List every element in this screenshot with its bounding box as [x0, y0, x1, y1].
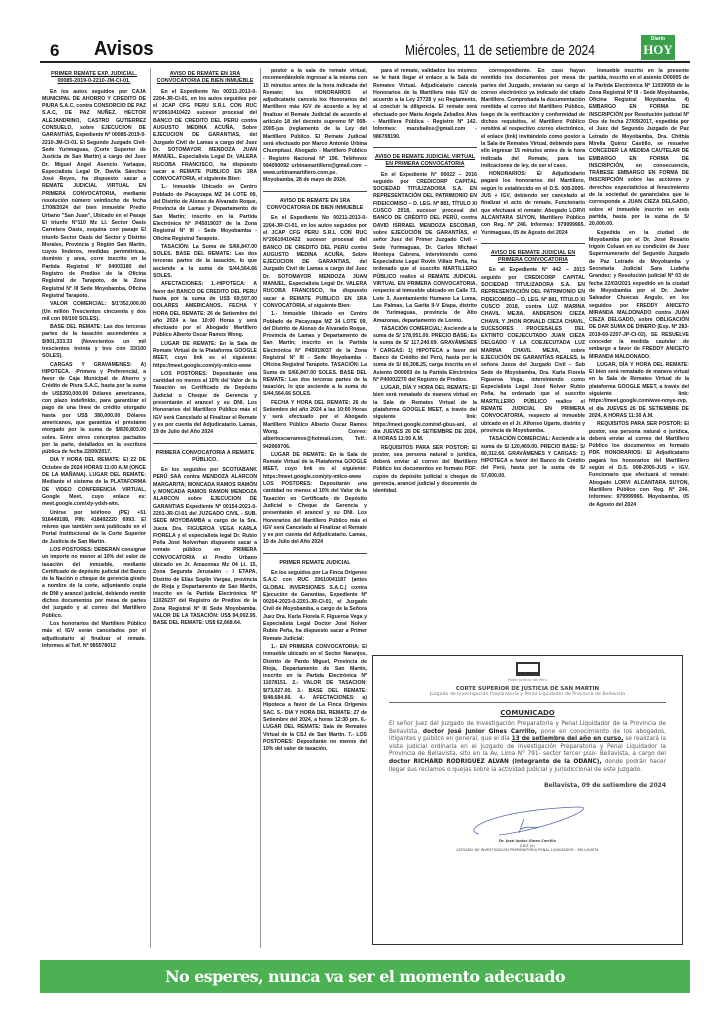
notice-paragraph: 1.- EN PRIMERA CONVOCATORIA: El inmueble ubicado en el Sector Naranjos, Distrito de Pardo Miguel, Provincia de Rioja, Departamento de San Martín, inscrito en la Partida Electrónica Nº 11078151. 2.- VALOR DE TASACION: $/73,027.00. 3.- BASE DEL REMATE: $/48,684.66. 4.- AFECTACIONES: a) Hipoteca a favor de La Finca Orígenes SAC. 5.- DIA Y HORA DEL REMATE: 27 de Setiembre del 2024, a horas 12:30 pm. 6.- LUGAR DEL REMATE: Sala de Remates Virtual de la CSJ de San Martín. 7.- LOS POSTORES: Depositarán no menos del 10% del valor de tasación.: [263, 643, 367, 753]
signer: [389, 839, 666, 853]
notice-paragraph: Unirse por teléfono (PE) +51 916449188, PIN: 418492220 6993. El mismo que también será publicado en el Portal Institucional de la Corte Superior de Justicia de San Martín.: [42, 509, 146, 545]
notice-separator: [153, 443, 257, 444]
signer-role: JUEZ (e): [520, 843, 535, 848]
signer-name: Dr. José Junior Gines Carrillo: [498, 839, 556, 844]
signature-icon: [459, 799, 589, 839]
notice-body: [389, 721, 666, 774]
column-2: [153, 68, 257, 958]
judge-name: doctor José Junior Gines Carrillo,: [422, 728, 537, 735]
body-text: donde podrán hacer llegar sus reclamos o quejas sobre la actividad judicial y jurisdiccional de este Juzgado.: [389, 758, 666, 773]
notice-paragraph: En el Expediente No 00211-2013-0-2204-JR-CI-01, en los autos seguidos por el JCAP CFG PERU S.R.L CON RUC N°20610410422 sucesor procesal del BANCO DE CREDITO DEL PERU contra AUGUSTO MEDINA ACUÑA, Sobre EJECUCION DE GARANTIAS, del Juzgado Civil de Lamas a cargo del Juez Dr. SOTOMAYOR MENDOZA JUAN MANUEL, Especialista Legal Dr. VALERA RUCOBA FRANCISCO, ha dispuesto sacar a REMATE PUBLICO EN 1RA CONVOCATORIA, el siguiente Bien:: [153, 88, 257, 183]
notice-heading: AVISO DE REMATE EN 1RA CONVOCATORIA DE BIEN INMUEBLE: [156, 71, 254, 85]
notice-paragraph: LOS POSTORES: Depositarán una cantidad no menos al 10% del Valor de la Tasación en Certificado de Depósito Judicial o Cheque de Gerencia y presentarán el arancel y su DNI. Los Honorarios del Martillero Público más el IGV será Cancelado al Finalizar el Remate y es por cuenta del Adjudicatario. Lamas, 19 de Julio del Año 2024: [153, 370, 257, 436]
notice-paragraph: En el Expediente No 00211-2013-0-2204-JR-CI-01, en los autos seguidos por el JCAP CFG PERU S.R.L CON RUC N°20610410422 sucesor procesal del BANCO DE CREDITO DEL PERU contra AUGUSTO MEDINA ACUÑA, Sobre EJECUCION DE GARANTIAS, del Juzgado Civil de Lamas a cargo del Juez Dr. SOTOMAYOR MENDOZA JUAN MANUEL, Especialista Legal Dr. VALERA RUCOBA FRANCISCO, ha dispuesto sacar a REMATE PUBLICO EN 1RA CONVOCATORIA, el siguiente Bien:: [263, 215, 367, 309]
notice-paragraph: LUGAR DE REMATE: En la Sala de Remate Virtual de la Plataforma GOOGLE MEET, cuyo link es el siguiente: https://meet.google.com/yiy-mtico-www LOS POSTORES: Depositarán una cantidad no menos al 10% del Valor de la Tasación en Certificado de Depósito Judicial o Cheque de Gerencia y presentarán el arancel y su DNI. Los Honorarios del Martillero Público más el IGV será Cancelado al Finalizar el Remate y es por cuenta del Adjudicatario. Lamas, 19 de Julio del Año 2024: [263, 451, 367, 546]
signer-office: JUZGADO DE INVESTIGACIÓN PREPARATORIA PENAL LIQUIDADOR - BELLAVISTA: [456, 848, 599, 853]
divider: [389, 702, 666, 703]
notice-paragraph: TASACIÓN: La Suma de S/66,847.00 SOLES. BASE DEL REMATE: Las dos terceras partes de la tasación, lo que asciende a la suma de S/44,564.66 SOLES.: [153, 243, 257, 280]
page-number: 6: [50, 41, 60, 60]
notice-paragraph: postor a la sala de remate virtual, recomendándole ingresar a la misma con 15 minutos antes de la hora indicada del Remate; los HONORARIOS el adjudicatario cancela los Honorarios del Martillero más IGV de acuerdo a ley al finalizar el Remate Judicial de acuerdo al artículo 18 del decreto supremo Nº 008-2005-jus (reglamento de la Ley del Martillero Público. El Remate Judicial será efectuado por Marco Antonio Urbina Chumpitasi. Abogado - Martillero Público - Registro Nacional Nº 196. Teléfonos 994090092 urbinamartillero@gmail.com – www.urbinamartillero.com.pe. Moyobamba, 28 de mayo de 2024.: [263, 68, 367, 184]
notice-heading: AVISO DE REMATE JUDICIAL EN PRIMERA CONVOCATORIA: [490, 249, 576, 264]
notice-paragraph: BASE DEL REMATE: Las dos terceras partes de la tasación ascendentes a $/901,333.33 (Novecientos un mil trescientos treinta y tres con 33/100 SOLES).: [42, 324, 146, 360]
column-5: [481, 68, 585, 648]
judicial-seal-icon: [516, 662, 540, 676]
notice-separator: [373, 147, 477, 148]
slogan-banner: No esperes, nunca va ser el momento adecuado: [40, 960, 690, 993]
header-rule: [40, 61, 690, 63]
signature-block: [389, 799, 666, 859]
institution: Poder Judicial del Perú: [508, 678, 547, 682]
office-name: Juzgado de Investigación Preparatoria y Penal Liquidador de Provincia de Bellavista: [429, 692, 626, 697]
notice-separator: [263, 553, 367, 554]
notice-heading: AVISO DE REMATE JUDICIAL VIRTUAL EN PRIMERA CONVOCATORIA: [374, 153, 476, 168]
column-1: [42, 68, 146, 958]
notice-paragraph: correspondiente. En caso hayan remitido los documentos por mesa de partes del Juzgado, enviarán su cargo al correo electrónico ya indicado del citado Martillero. Comprobada la documentación remitida al correo del Martillero Público, luego de la verificación y conformidad de dichos requisitos, el Martillero Público remitirá al respectivo correo electrónico, el enlace (link) invitándolo como postor a la Sala de Remates Virtual, debiendo para ello ingresar 15 minutos antes de la hora indicada del Remate, para las indicaciones de ley, de ser el caso.: [481, 68, 585, 169]
notice-separator: [263, 191, 367, 192]
notice-paragraph: En el Expediente N° 00022 – 2016 seguido por CREDICORP CAPITAL SOCIEDAD TITULIZADORA S.A. EN REPRESENTACIÓN DEL PATRIMONIO EN FIDEICOMISO – D. LEG. Nº 881, TÍTULO XI CUSCO 2018, sucesor procesal del BANCO DE CRÉDITO DEL PERÚ, contra DAVID ISRRAEL MENDOZA ESCOBAR, sobre EJECUCIÓN DE GARANTÍAS, el señor Juez del Primer Juzgado Civil – Sede Yurimaguas, Dr. Carlos Michael Montoya Cabrera, interviniendo como Especialista Legal Rovin Villaiz Peña, ha ordenado que el suscrito MARTILLERO PÚBLICO realice el REMATE JUDICIAL VIRTUAL EN PRIMERA CONVOCATORIA, respecto al inmueble ubicado en Calle 73, Lote 3, Asentamiento Humano La Loma, Las Palmas, La Garita II-V Etapa, distrito de Yurimaguas, provincia de Alto Amazonas, departamento de Loreto.: [373, 171, 477, 324]
notice-separator: [481, 243, 585, 244]
place-date: Bellavista, 09 de setiembre de 2024: [544, 782, 666, 790]
issue-date: Miércoles, 11 de setiembre de 2024: [405, 42, 595, 59]
notice-paragraph: DIA Y HORA DEL REMATE: El 22 DE Octubre de 2024 HORAS 11:00 A.M (ONCE DE LA MAÑANA). LUGAR DEL REMATE: Mediante el sistema de la PLATAFORMA DE VIDEO CONFERENCIA VIRTUAL, Google Meet, cuyo enlace es: meet.google.com/xiy-ydsh-wtn.: [42, 457, 146, 508]
notice-paragraph: REQUISITOS PARA SER POSTOR: El postor, sea persona natural o jurídica, deberá enviar al correo del Martillero Público los documentos en formato PDF: cupón de depósito judicial o cheque de gerencia, arancel judicial y documento de identidad.: [373, 444, 477, 495]
notice-paragraph: TASACIÓN COMERCIAL: Asciende a la suma de S/ 120,469.00. PRECIO BASE: S/ 80,312.66. GRAVÁMENES Y CARGAS: 1) HIPOTECA a favor del Banco de Crédito del Perú, hasta por la suma de S/ 57,600.00.: [481, 436, 585, 479]
logo-main: HOY: [643, 42, 673, 57]
notice-heading: AVISO DE REMATE EN 1RA CONVOCATORIA DE BIEN INMUEBLE: [266, 197, 364, 212]
logo-top: Diario: [650, 36, 666, 42]
column-divider: [260, 68, 261, 948]
notice-paragraph: En el Expediente N° 442 – 2013 seguido por CREDICORP CAPITAL SOCIEDAD TITULIZADORA S.A. EN REPRESENTACIÓN DEL PATRIMONIO EN FIDEICOMISO – D. LEG. Nº 881, TÍTULO XI CUSCO 2018, contra LUZ MARINA CHAVIL MEJIA, ANDERSON CIEZA CHAVIL Y JHON RONALD CIEZA CHAVIL, SUCESORES PROCESALES DEL EXTINTO COEJECUTADO JUAN CIEZA DELGADO Y LA COEJECUTADA LUZ MARINA CHAVIL MEJIA, sobre EJECUCIÓN DE GARANTÍAS REALES, la señora Jueza del Juzgado Civil – Sub Sede de Moyobamba, Dra. Karla Fiorela Figueroa Vega, interviniendo como Especialista Legal José Nolver Rubio Peña, ha ordenado que el suscrito MARTILLERO PÚBLICO realice el REMATE JUDICIAL EN PRIMERA CONVOCATORIA, respecto al inmueble ubicado en el Jr. Alfonso Ugarte, distrito y provincia de Moyobamba.: [481, 267, 585, 434]
notice-paragraph: LUGAR, DÍA Y HORA DEL REMATE: El bien será rematado de manera virtual en la Sala de Remates Virtual de la plataforma GOOGLE MEET, a través del siguiente link: https://meet.google.com/raf-gbus-ani, el día JUEVES 26 DE SETIEMBRE DE 2024, A HORAS 11:00 A.M.: [373, 385, 477, 443]
notice-paragraph: LOS POSTORES: DEBERAN consignar un importe no menor al 10% del valor de tasación del inmueble, mediante Certificado de depósito judicial del Banco de la Nación o cheque de gerencia girado a nombre de la corte, adjuntando copia de DNI y arancel judicial, debiendo remitir dichos documentos por mesa de partes del juzgado y al correo del Martillero Público.: [42, 547, 146, 619]
notice-paragraph: VALOR COMERCIAL: $/1'352,000.00 (Un millón Trescientos cincuenta y dos mil con 00/100 SOLES).: [42, 301, 146, 322]
notice-paragraph: 1.- Inmueble Ubicado en Centro Poblado de Pacayzapa MZ 34 LOTE 09, del Distrito de Alonso de Alvarado Roque, Provincia de Lamas y Departamento de San Martín; inscrito en la Partida Electrónica N° P45019037 de la Zona Registral N° III - Sede Moyobamba - Oficina Registral Tarapoto. TASACIÓN: La Suma de S/66,847.00 SOLES. BASE DEL REMATE: Las dos terceras partes de la tasación, lo que asciende a la suma de S/44,564.66 SOLES.: [263, 311, 367, 398]
notice-paragraph: LUGAR DE REMATE: En la Sala de Remate Virtual de la Plataforma GOOGLE MEET, cuyo link es el siguiente: https://meet.google.com/yiy-mtico-www: [153, 340, 257, 369]
notice-paragraph: REQUISITOS PARA SER POSTOR: El postor, sea persona natural o jurídica, deberá enviar al correo del Martillero Público los documentos en formato PDF. HONORARIOS: El Adjudicatario pagará los honorarios del Martillero según el D.S. 008-2005-JUS + IGV. Funcionario que efectuará el remate: Abogado LORVI ALCANTARA SUYON, Martillero Público con Reg. Nº 246. Informes: 979999965. Moyobamba, 05 de Agosto del 2024: [589, 421, 689, 508]
column-divider: [150, 68, 151, 948]
column-6: [589, 68, 689, 648]
notice-paragraph: En los seguidos por La Finca Orígenes S.A.C con RUC 20610041187 (antes GLOBAL INVERSIONES S.A.C.) contra Ejecución de Garantías, Expediente Nº 00204-2023-0-2201-JR-CI-01, el Juzgado Civil de Moyobamba, a cargo de la Señora Juez Dra. Karla Fiorela F. Figueroa Vega y Especialista Legal Doctor José Nolver Rubio Peña, ha dispuesto sacar a Primer Remate Judicial:: [263, 570, 367, 642]
notice-heading: PRIMER REMATE JUDICIAL: [279, 559, 351, 566]
column-4: [373, 68, 477, 648]
body-text: El señor Juez del Juzgado de Investigación Preparatoria y Penal Liquidador de la Provincia de Bellavista,: [389, 721, 666, 735]
notice-paragraph: Expedida en la ciudad de Moyobamba por el Dr. José Rosario Irigoin Coluan en su condición de Juez Supernumerario del Segundo Juzgado de Paz Letrado de Moyobamba y Secretaria Judicial Sara Ludeña Grandez; y Resolución judicial Nº 03 de fecha 22/03/2021 expedido en la ciudad de Moyobamba por el Dr. Javier Salvador Chuecas Angulo, en los seguidos por FREDDY ANICETO MIRANDA MALDONADO contra JUAN CIEZA DELGADO, sobre OBLIGACIÓN DE DAR SUMA DE DINERO (Exp. Nº 283-2019-69-2207-JP-CI-02), SE RESUELVE conceder la medida cautelar de embargo a favor de FREDDY ANICETO MIRANDA MALDONADO.: [589, 229, 689, 360]
notice-paragraph: TASACIÓN COMERCIAL: Asciende a la suma de S/ 178,051.00. PRECIO BASE: Es la suma de S/ 117,240.69. GRAVÁMENES Y CARGAS: 1) HIPOTECA a favor del Banco de Crédito del Perú, hasta por la suma de S/ 60,308.25, carga inscrita en el Asiento D00003 de la Partida Electrónica Nº P40002270 del Registro de Predios.: [373, 325, 477, 383]
body-text: se realizará la vista judicial ordinaria en el Juzgado de Investigación Preparatoria y Penal Liquidador la Provincia de Bellavista, sito en la Av. Lima N° 791- sector tercer piso- Bellavista, a cargo del: [389, 736, 667, 758]
inspector-name: doctor RICHARD RODRIGUEZ ALVAN (Integrante de la ODANC),: [389, 758, 602, 765]
diario-hoy-logo: [641, 35, 675, 60]
notice-heading: PRIMERA CONVOCATORIA A REMATE PÚBLICO.: [155, 449, 255, 463]
notice-paragraph: 1.- Inmueble Ubicado en Centro Poblado de Pacayzapa MZ 34 LOTE 09, del Distrito de Alonso de Alvarado Roque, Provincia de Lamas y Departamento de San Martín; inscrito en la Partida Electrónica N° P45019037 de la Zona Registral N° III - Sede Moyobamba - Oficina Registral Tarapoto.: [153, 184, 257, 242]
notice-paragraph: CARGAS Y GRAVAMENES: A) HIPOTECA. -Primera y Preferencial, a favor de Caja Municipal de Ahorro y Crédito de Piura S.A.C, hasta por la suma de US$350,000.00 Dólares americanos, con plazo indefinido, para garantizar el pago de una línea de crédito otorgado hasta por US$ 380,000.00 Dólares americanos, que garantiza el préstamo otorgado por la suma de $/830,803.00 soles. Entre otros conceptos pactados por la parte, detallados en la escritura pública de fecha 22/09/2017.: [42, 361, 146, 456]
notice-title: COMUNICADO: [500, 709, 555, 717]
section-title: Avisos: [94, 38, 154, 60]
notice-paragraph: En los seguidos por SCOTIABANK PERÚ SAA contra MENDOZA ALARCON MARGARITA; MONCADA RAMOS RAMÓN y MONCADA RAMOS RAMON MENDOZA ALARCON sobre EJECUCION DE GARANTIAS Expediente Nº 00154-2021-0-2201-JR-CI-01 del JUZGADO CIVIL - SUB. SEDE MOYOBAMBA a cargo de la Sra. Jueza Dra. FIGUEROA VEGA KARLA FIORELA y el especialista legal Dr. Rubio Peña José Nolverhan dispuesto sacar a remate público en PRIMERA CONVOCATORIA el Predio Urbano ubicado en Jr. Amazonas Mz 04 Lt. 15, Zona Segunda Jerusalén - I ETAPA, Distrito de Elías Soplín Vargas, provincia de Rioja y Departamento de San Martín, inscrito en la Partida Electrónica Nº 11026237 del Registro de Predios de la Zona Registral Nº III Sede Moyobamba. VALOR DE LA TASACIÓN: US$ 94,002.95. BASE DEL REMATE: US$ 62,668.64.: [153, 467, 257, 627]
notice-paragraph: LUGAR, DÍA Y HORA DEL REMATE: El bien será rematado de manera virtual en la Sala de Remates Virtual de la plataforma GOOGLE MEET, a través del siguiente link: https://meet.google.com/wve-nmye-zvp, el día JUEVES 26 DE SETIEMBRE DE 2024, A HORAS 11:30 A.M.: [589, 361, 689, 419]
column-3: [263, 68, 367, 958]
court-name: CORTE SUPERIOR DE JUSTICIA DE SAN MARTIN: [455, 686, 600, 692]
notice-paragraph: Los honorarios del Martillero Público más el IGV serán cancelados por el adjudicatario al finalizar el remate. Informes al Telf. Nº 985578012: [42, 620, 146, 649]
notice-heading: PRIMER REMATE EXP. JUDICIAL. 00085-2019-0-2210-JM-CI-01.: [51, 71, 137, 85]
notice-paragraph: Inmueble inscrito en la presente partida, inscrito en el asiento D00005 de la Partida Electrónica Nº 11039059 de la Zona Registral Nº III - Sede Moyobamba, Oficina Registral Moyobamba. 4) EMBARGO EN FORMA DE INSCRIPCIÓN por Resolución judicial Nº Dos de fecha 27/09/2017, expedida por el Juez del Segundo Juzgado de Paz Letrado de Moyobamba, Dra. Chithia Mirella Quiroz Castillo, se resuelve CONCEDER LA MEDIDA CAUTELAR DE EMBARGO EN FORMA DE INSCRIPCIÓN, en consecuencia, TRÁBESE EMBARGO EN FORMA DE INSCRIPCIÓN sobre las acciones y derechos expectaticios al fenecimiento de la sociedad de gananciales que le corresponde a JUAN CIEZA DELGADO, sobre el inmueble inscrito en esta partida, hasta por la suma de S/ 20,000.00.: [589, 68, 689, 228]
notice-paragraph: En los autos seguidos por CAJA MUNICIPAL DE AHORRO Y CREDITO DE PIURA S.A.C, contra CONSORCIO DE PAZ S.A.C, DE PAZ NUÑEZ, HECTOR ALEJANDRINO, CASTRO GUTIERREZ CONSUELO, sobre EJECUCION DE GARANTIAS, Expediente Nº 00085-2019-0-2210-JM-CI-01. El Segundo Juzgado Civil-Sede Yurimaguas, (Corte Superior de Justicia de San Martín) a cargo del Juez Dr. Miguel Angel Asencio Yarlaque, Especialista Legal Dr. Davila Sánchez José Reyes, ha dispuesto sacar a REMATE JUDICIAL VIRTUAL EN PRIMERA CONVOCATORIA, mediante resolución número veintiocho de fecha 17/08/2024 del bien inmueble Predio Urbano "San Juan", Ubicado en el Pasaje El triunfo N°110 Mz Ll. Sector Oasis Carretera Oasis, esquina con pasaje El triunfo Sector Oasis del Sector y Distrito Morales, Provincia y Región San Martín, cuyos linderos, medidas perimétricas, dominio y area, corre inscrito en la Partida Registral N° 04003180 del Registro de Predios de la Oficina Registral de Tarapoto, de la Zona Registral N° III Sede Moyobamba, Oficina Registral Tarapoto.: [42, 88, 146, 299]
notice-paragraph: FECHA Y HORA DEL REMATE: 26 de Setiembre del año 2024 a las 10:00 Horas y será efectuado por el Abogado Martillero Público Alberto Oscar Ramos Wong. Correo: albertoscarramos@hotmail.com, Telf.: 942069706.: [263, 399, 367, 450]
notice-paragraph: HONORARIOS: El Adjudicatario pagará los honorarios del Martillero, según lo establecido en el D.S. 008-2005-JUS + IGV, debiendo ser cancelado al finalizar el acto de remate. Funcionario que efectuará el remate: Abogado LORVI ALCANTARA SUYON, Martillero Público con Reg. Nº 246. Informes: 979999965. Yurimaguas, 05 de Agosto del 2024: [481, 171, 585, 236]
body-text: pone en conocimiento de los abogados, litigantes y público en general, que el día: [389, 728, 666, 743]
notice-paragraph: AFECTACIONES: 1.-HIPOTECA: A favor del BANCO DE CREDITO DEL PERU hasta por la suma de US$ 69,597.00 DOLARES AMERICANOS. FECHA Y HORA DEL REMATE: 26 de Setiembre del año 2024 a las 10:00 Horas y será efectuado por el Abogado Martillero Público Alberto Oscar Ramos Wong.: [153, 281, 257, 339]
comunicado-notice: [372, 655, 683, 945]
notice-paragraph: para el remate, validados los mismos se le hará llegar el enlace a la Sala de Remates Virtual. Adjudicatario cancela Honorarios de la Martillera más IGV de acuerdo a la Ley 27728 y su Reglamento, al concluir la diligencia. El remate será efectuado por María Angela Zeballos Alva - Martillera Pública - Registro Nº 142. Informes: mazeballos@gmail.com - 986708190.: [373, 68, 477, 140]
hearing-date: 13 de setiembre del año en curso,: [511, 736, 624, 743]
